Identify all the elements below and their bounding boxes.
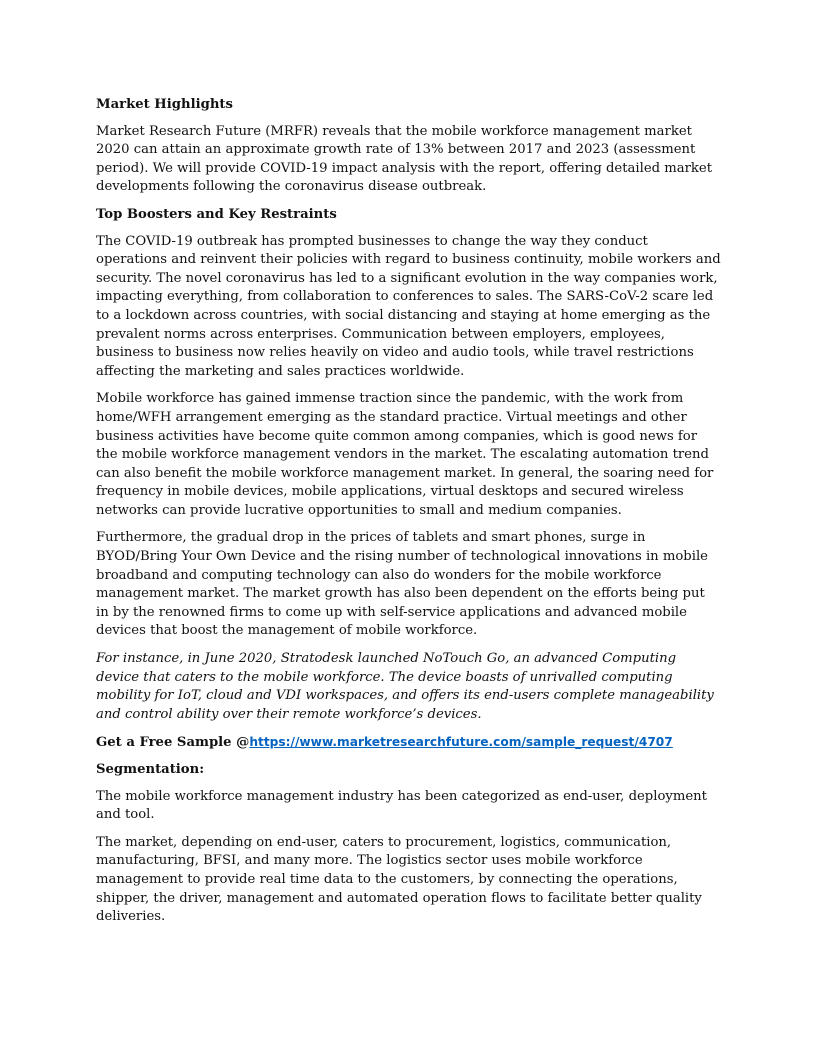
paragraph-boosters-3: Furthermore, the gradual drop in the prices of tablets and smart phones, surge in BYOD/Bring Your Own Device and the rising number of technological innovations in mobile broadband and computing technology can also do wonders for the mobile workforce management market. The market growth has also been dependent on the efforts being put in by the renowned firms to come up with self-service applications and advanced mobile devices that boost the management of mobile workforce. bbox=[96, 530, 708, 639]
paragraph-segmentation-2: The market, depending on end-user, caters to procurement, logistics, communication, manufacturing, BFSI, and many more. The logistics sector uses mobile workforce management to provide real time data to the customers, by connecting the operations, shipper, the driver, management and automated operation flows to facilitate better quality deliveries. bbox=[96, 834, 702, 925]
free-sample-label: Get a Free Sample @ bbox=[96, 735, 250, 751]
free-sample-line bbox=[96, 733, 721, 753]
heading-top-boosters: Top Boosters and Key Restraints bbox=[96, 206, 337, 222]
heading-segmentation: Segmentation: bbox=[96, 762, 205, 777]
paragraph-instance: For instance, in June 2020, Stratodesk launched NoTouch Go, an advanced Computing device that caters to the mobile workforce. The device boasts of unrivalled computing mobility for IoT, cloud and VDI workspaces, and offers its end-users complete manageability and control ability over their remote workforce’s devices. bbox=[96, 651, 714, 722]
paragraph-boosters-2: Mobile workforce has gained immense traction since the pandemic, with the work from home/WFH arrangement emerging as the standard practice. Virtual meetings and other business activities have become quite common among companies, which is good news for the mobile workforce management vendors in the market. The escalating automation trend can also benefit the mobile workforce management market. In general, the soaring need for frequency in mobile devices, mobile applications, virtual desktops and secured wireless networks can provide lucrative opportunities to small and medium companies. bbox=[96, 391, 714, 518]
paragraph-market-highlights: Market Research Future (MRFR) reveals that the mobile workforce management market 2020 can attain an approximate growth rate of 13% between 2017 and 2023 (assessment period). We will provide COVID-19 impact analysis with the report, offering detailed market developments following the coronavirus disease outbreak. bbox=[96, 123, 713, 195]
document-page bbox=[96, 96, 721, 936]
sample-request-link[interactable]: https://www.marketresearchfuture.com/sample_request/4707 bbox=[249, 735, 673, 750]
paragraph-segmentation-1: The mobile workforce management industry has been categorized as end-user, deployment and tool. bbox=[96, 788, 707, 823]
heading-market-highlights: Market Highlights bbox=[96, 97, 233, 112]
paragraph-boosters-1: The COVID-19 outbreak has prompted businesses to change the way they conduct operations and reinvent their policies with regard to business continuity, mobile workers and security. The novel coronavirus has led to a significant evolution in the way companies work, impacting everything, from collaboration to conferences to sales. The SARS-CoV-2 scare led to a lockdown across countries, with social distancing and staying at home emerging as the prevalent norms across enterprises. Communication between employers, employees, business to business now relies heavily on video and audio tools, while travel restrictions affecting the marketing and sales practices worldwide. bbox=[96, 233, 721, 379]
